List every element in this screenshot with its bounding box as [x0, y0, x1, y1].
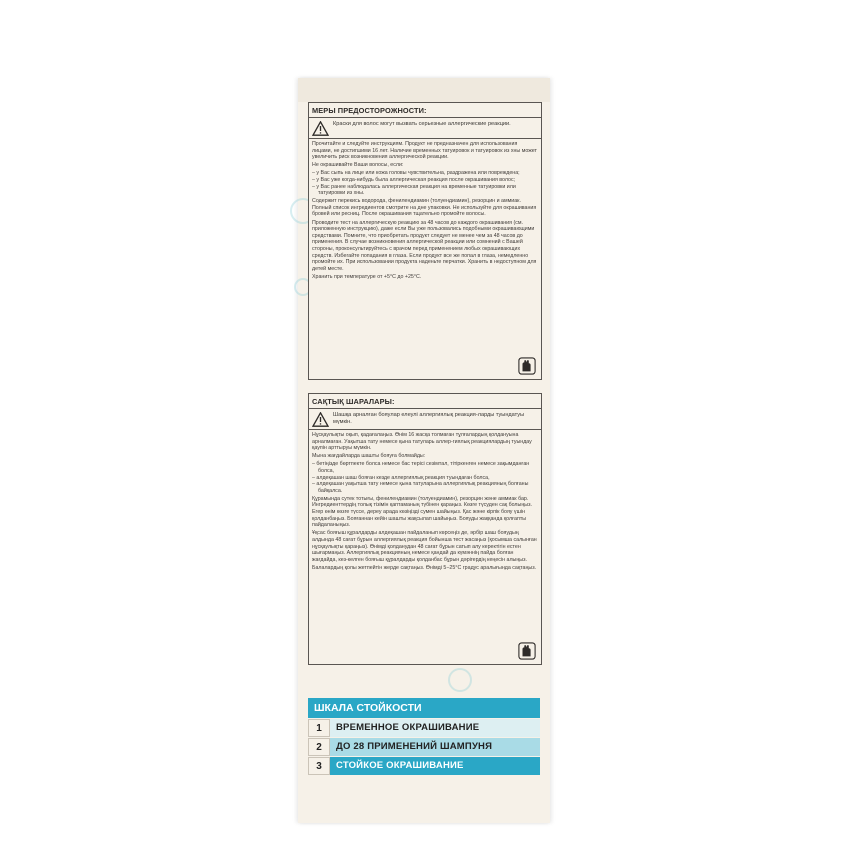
- panel-body: [309, 430, 541, 575]
- package-box: [298, 78, 550, 823]
- panel-title: МЕРЫ ПРЕДОСТОРОЖНОСТИ:: [309, 103, 541, 118]
- paragraph: Нұсқаулықты оқып, қадағалаңыз. Өнім 16 жасқа толмаған тұлғалардың қолдануына арналмаған. Уақытша тату немесе қына татуларь аллер-гиялық реакциялардың туындау қаупін арттыруы мүмкін.: [312, 432, 532, 452]
- paragraph: Хранить при температуре от +5°С до +25°С.: [312, 273, 422, 280]
- bubble-decoration: [448, 668, 472, 692]
- list-item: – у Вас уже когда-нибудь была аллергическая реакция после окрашивания волос;: [312, 176, 516, 183]
- list-item: – у Вас ранее наблюдалась аллергическая реакция на временные татуировки или татуировки из хны.: [312, 183, 516, 197]
- precautions-panel-ru: [308, 102, 542, 380]
- warning-text: Шашқа арналған бояулар елеулі аллергиялық реакция-ларды туындатуы мүмкін.: [333, 412, 525, 425]
- scale-number: 1: [308, 719, 330, 737]
- panel-title: САҚТЫҚ ШАРАЛАРЫ:: [309, 394, 541, 409]
- paragraph: Құрамында сутек тотығы, фенилендиамин (толуендиамин), резорцин және аммиак бар. Ингредиенттердің толық тізімін қаптаманың түбінен қараңыз. Көзге түсуден сақ болыңыз. Егер өнім көзге түссе, дереу арада көзіңізді сумен шайыңыз. Қас және кірпік бояу үшін қолданбаңыз. Бояғаннан кейін шашты жақсылап шайыңыз. Бояуды жаққанда қолғапты пайдаланыңыз.: [312, 495, 532, 529]
- condition-list: [312, 170, 538, 196]
- scale-title: ШКАЛА СТОЙКОСТИ: [308, 698, 540, 718]
- paragraph: Содержит перекись водорода, фенилендиамин (толуендиамин), резорцин и аммиак. Полный список ингредиентов смотрите на дне упаковки. Не используйте для окрашивания бровей или ресниц. После окрашивания тщательно промойте волосы.: [312, 198, 537, 218]
- paragraph: Ұқсас бояғыш құралдарды алдеқашан пайдаланып көрсеңіз де, әрбір шаш бояудың алдында 48 сағат бұрын аллергиялық реакция бойынша тест жасаңыз (қосымша салынған нұсқаулықты қараңыз). Өнімді қолданудан 48 сағат бұрын сатып алу керектігін естен шығармаңыз. Аллергиялық реакцияның немесе қандай да күмәннің пайда болған жағдайда, кез-келген бояғыш құралдарды қолданбас бұрын дәрігердің кеңесін алыңыз.: [312, 530, 537, 563]
- warning-row: [309, 409, 541, 430]
- durability-scale: [308, 698, 540, 775]
- paragraph: Балалардың қолы жетпейтін жерде сақтаңыз. Өнімді 5−25°С градус аралығында сақтаңыз.: [312, 564, 537, 571]
- list-item: – алдеқашан уақытша тату немесе қына татуларына аллергиялық реакцияның болғаны байқалса.: [312, 481, 529, 494]
- warning-row: [309, 118, 541, 139]
- condition-list: [312, 461, 538, 494]
- warning-triangle-icon: [312, 121, 329, 136]
- scale-label: СТОЙКОЕ ОКРАШИВАНИЕ: [330, 757, 540, 775]
- scale-row: [308, 738, 540, 756]
- scale-number: 3: [308, 757, 330, 775]
- package-top-flap: [298, 78, 550, 102]
- scale-number: 2: [308, 738, 330, 756]
- list-item: – алдеқашан шаш бояған кезде аллергиялық реакция туындаған болса,: [312, 474, 490, 481]
- list-item: – у Вас сыпь на лице или кожа головы чувствительна, раздражена или повреждена;: [312, 170, 520, 177]
- paragraph: Не окрашивайте Ваши волосы, если:: [312, 162, 404, 169]
- paragraph: Прочитайте и следуйте инструкциям. Продукт не предназначен для использования лицами, не достигшими 16 лет. Наличие временных татуировок и татуировок из хны может увеличить риск возникновения аллергической реакции.: [312, 141, 537, 161]
- scale-label: ДО 28 ПРИМЕНЕНИЙ ШАМПУНЯ: [330, 738, 540, 756]
- scale-row: [308, 719, 540, 737]
- warning-triangle-icon: [312, 412, 329, 427]
- scale-row: [308, 757, 540, 775]
- scale-label: ВРЕМЕННОЕ ОКРАШИВАНИЕ: [330, 719, 540, 737]
- gloves-icon: [518, 642, 536, 660]
- gloves-icon: [518, 357, 536, 375]
- paragraph: Мына жағдайларда шашты бояуға болмайды:: [312, 453, 426, 460]
- warning-text: Краски для волос могут вызвать серьезные аллергические реакции.: [333, 121, 511, 127]
- list-item: – бетіңізде бөртпекте болса немесе бас терісі сезімтал, тітіркенген немесе зақымданған болса,: [312, 461, 530, 474]
- paragraph: Проводите тест на аллергическую реакцию за 48 часов до каждого окрашивания (см. приложенную инструкцию), даже если Вы уже пользовались подобными окрашивающими средствами. Помните, что приобретать продукт следует не менее чем за 48 часов до применения. В случае возникновения аллергической реакции или сомнений с Вашей стороны, проконсультируйтесь с врачом перед применением любых окрашивающих средств. Избегайте попадания в глаза. Если продукт все же попал в глаза, немедленно промойте их. При использовании продукта наденьте перчатки. Хранить в недоступном для детей месте.: [312, 219, 537, 272]
- panel-body: [309, 139, 541, 284]
- precautions-panel-kz: [308, 393, 542, 665]
